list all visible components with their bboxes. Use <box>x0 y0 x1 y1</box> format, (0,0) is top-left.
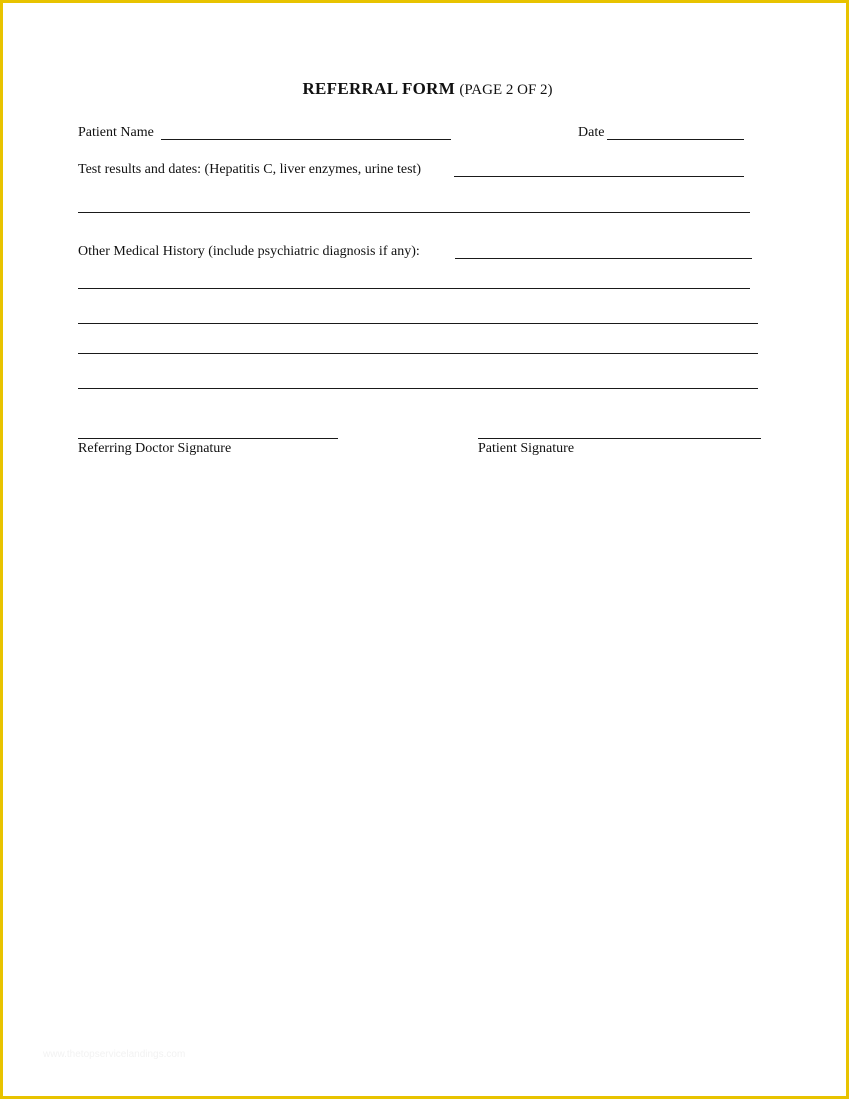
medical-history-field[interactable] <box>455 258 752 259</box>
medical-history-line-2[interactable] <box>78 288 750 289</box>
date-label: Date <box>578 125 605 140</box>
test-results-label: Test results and dates: (Hepatitis C, liver enzymes, urine test) <box>78 162 422 177</box>
medical-history-label: Other Medical History (include psychiatric diagnosis if any): <box>78 244 420 259</box>
watermark: www.thetopservicelandings.com <box>43 1049 186 1060</box>
medical-history-line-5[interactable] <box>78 388 758 389</box>
medical-history-line-4[interactable] <box>78 353 758 354</box>
medical-history-line-3[interactable] <box>78 323 758 324</box>
form-title: REFERRAL FORM <box>302 79 456 98</box>
patient-signature-label: Patient Signature <box>478 441 575 456</box>
patient-name-label: Patient Name <box>78 125 154 140</box>
patient-name-field[interactable] <box>161 139 451 140</box>
test-results-continuation-line[interactable] <box>78 212 750 213</box>
form-page-indicator: (PAGE 2 OF 2) <box>459 82 553 98</box>
test-results-field[interactable] <box>454 176 744 177</box>
patient-signature-field[interactable] <box>478 438 761 439</box>
doctor-signature-field[interactable] <box>78 438 338 439</box>
doctor-signature-label: Referring Doctor Signature <box>78 441 232 456</box>
page-title <box>3 79 849 99</box>
date-field[interactable] <box>607 139 744 140</box>
